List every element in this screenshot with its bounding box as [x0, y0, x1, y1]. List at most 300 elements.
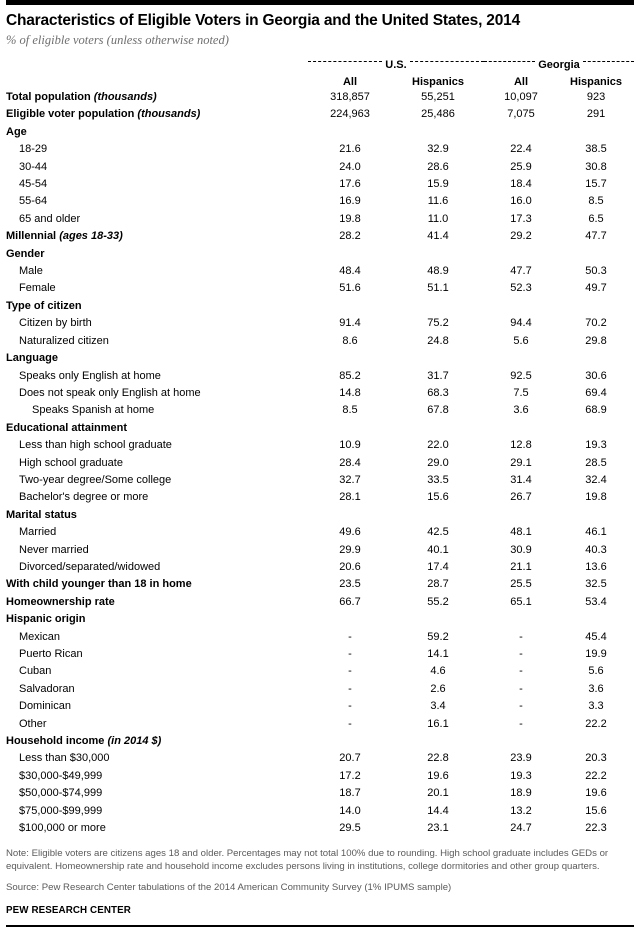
row-value: [558, 350, 634, 367]
row-value: [308, 420, 392, 437]
row-value: 29.5: [339, 822, 361, 835]
row-value: 28.2: [339, 230, 361, 243]
row-value: 30.8: [585, 160, 607, 173]
row-label: [6, 89, 308, 106]
table-row: [6, 402, 634, 419]
row-value: [484, 420, 558, 437]
row-value: [558, 124, 634, 141]
row-label: [6, 368, 308, 385]
row-value: 68.9: [585, 404, 607, 417]
table-row: [6, 524, 634, 541]
row-value: 11.6: [427, 195, 449, 208]
characteristics-table: [6, 56, 634, 837]
table-row: [6, 489, 634, 506]
row-label-text: 18-29: [19, 143, 48, 156]
row-label: [6, 733, 308, 750]
group-rule-right-ga: [583, 61, 634, 63]
column-header-us-hispanics: Hispanics: [412, 76, 464, 88]
row-label-text: Marital status: [6, 508, 77, 521]
column-header-row: [6, 72, 634, 89]
row-value: 92.5: [510, 369, 532, 382]
row-value: 29.8: [585, 334, 607, 347]
row-value: 16.9: [339, 195, 361, 208]
row-value: 16.0: [510, 195, 532, 208]
row-label: [6, 228, 308, 245]
row-value: 40.3: [585, 543, 607, 556]
table-row: [6, 333, 634, 350]
row-label-text: Female: [19, 282, 56, 295]
row-label-note: (in 2014 $): [107, 735, 162, 748]
row-label: [6, 159, 308, 176]
row-value: [308, 246, 392, 263]
row-label: [6, 455, 308, 472]
table-row: [6, 646, 634, 663]
row-value: [558, 507, 634, 524]
row-label-text: Other: [19, 717, 47, 730]
row-label-text: Speaks Spanish at home: [32, 404, 155, 417]
row-value: -: [348, 682, 352, 695]
row-value: 32.5: [585, 578, 607, 591]
row-label: [6, 124, 308, 141]
row-label: [6, 507, 308, 524]
table-row: [6, 785, 634, 802]
row-label: [6, 576, 308, 593]
table-row: [6, 228, 634, 245]
row-label: [6, 246, 308, 263]
row-label: [6, 681, 308, 698]
row-value: 10,097: [504, 91, 538, 103]
table-note: Note: Eligible voters are citizens ages 18 and older. Percentages may not total 100% due to rounding. High school graduate includes GEDs or equivalent. Homeownership rate and household income excludes persons living in institutions, college dormitories and other group quarters.: [6, 848, 609, 872]
bottom-rule: [6, 925, 634, 927]
group-rule-right-us: [410, 61, 484, 63]
row-value: 318,857: [330, 91, 370, 103]
row-label-text: $50,000-$74,999: [19, 787, 103, 800]
row-value: 52.3: [510, 282, 532, 295]
row-label-text: Bachelor's degree or more: [19, 491, 149, 504]
row-label-text: Dominican: [19, 700, 71, 713]
table-row: [6, 768, 634, 785]
row-value: 70.2: [585, 317, 607, 330]
row-value: 22.4: [510, 143, 532, 156]
row-value: -: [348, 700, 352, 713]
table-row: [6, 106, 634, 123]
row-value: [484, 611, 558, 628]
row-value: 28.4: [339, 456, 361, 469]
row-value: 17.2: [339, 769, 361, 782]
row-value: 15.9: [427, 178, 449, 191]
row-value: 23.9: [510, 752, 532, 765]
row-label: [6, 663, 308, 680]
table-row: [6, 141, 634, 158]
table-row: [6, 124, 634, 141]
row-label-text: 30-44: [19, 160, 48, 173]
row-value: 18.4: [510, 178, 532, 191]
table-row: [6, 263, 634, 280]
table-row: [6, 176, 634, 193]
table-row: [6, 698, 634, 715]
table-row: [6, 576, 634, 593]
brand-label: PEW RESEARCH CENTER: [6, 904, 131, 916]
row-label-text: Less than high school graduate: [19, 439, 172, 452]
row-value: 32.4: [585, 473, 607, 486]
row-value: 30.6: [585, 369, 607, 382]
row-label-note: (thousands): [137, 108, 201, 121]
row-value: [308, 733, 392, 750]
group-header-us: [308, 56, 484, 72]
page-title: Characteristics of Eligible Voters in Georgia and the United States, 2014: [6, 12, 520, 29]
table-row: [6, 385, 634, 402]
group-header-spacer: [6, 56, 308, 72]
table-row: [6, 455, 634, 472]
row-value: 49.6: [339, 526, 361, 539]
row-value: [484, 298, 558, 315]
row-value: 67.8: [427, 404, 449, 417]
table-row: [6, 559, 634, 576]
row-label: [6, 385, 308, 402]
row-value: [392, 124, 484, 141]
row-value: 17.4: [427, 560, 449, 573]
row-value: [308, 298, 392, 315]
row-value: 14.8: [339, 386, 361, 399]
table-row: [6, 368, 634, 385]
row-label: [6, 472, 308, 489]
row-label: [6, 315, 308, 332]
group-label-georgia: Georgia: [538, 59, 580, 71]
row-value: [558, 611, 634, 628]
table-row: [6, 350, 634, 367]
row-value: 3.3: [588, 700, 604, 713]
row-value: [392, 611, 484, 628]
row-value: 10.9: [339, 439, 361, 452]
row-label: [6, 402, 308, 419]
row-value: [484, 124, 558, 141]
page-subtitle: % of eligible voters (unless otherwise noted): [6, 33, 229, 47]
row-value: 22.2: [585, 717, 607, 730]
row-label-text: 45-54: [19, 178, 48, 191]
row-value: 20.7: [339, 752, 361, 765]
row-value: 15.6: [585, 804, 607, 817]
row-value: -: [519, 648, 523, 660]
row-label-text: Salvadoran: [19, 682, 75, 695]
table-row: [6, 193, 634, 210]
row-label-text: Total population: [6, 91, 94, 103]
row-value: [484, 733, 558, 750]
row-value: 14.0: [339, 804, 361, 817]
table-row: [6, 629, 634, 646]
row-label-note: (ages 18-33): [59, 230, 123, 243]
row-value: -: [519, 630, 523, 643]
row-label-text: 55-64: [19, 195, 48, 208]
row-value: 24.0: [339, 160, 361, 173]
table-row: [6, 594, 634, 611]
row-label-text: High school graduate: [19, 456, 123, 469]
row-value: 28.1: [339, 491, 361, 504]
row-value: 75.2: [427, 317, 449, 330]
table-row: [6, 716, 634, 733]
row-value: 5.6: [588, 665, 604, 678]
row-label: [6, 176, 308, 193]
row-label: [6, 768, 308, 785]
column-header-ga-all: All: [513, 76, 529, 88]
row-value: 69.4: [585, 386, 607, 399]
table-row: [6, 246, 634, 263]
row-label: [6, 489, 308, 506]
row-value: 19.6: [427, 769, 449, 782]
row-value: 18.9: [510, 787, 532, 800]
table-row: [6, 211, 634, 228]
row-value: 31.4: [510, 473, 532, 486]
row-value: 14.4: [427, 804, 449, 817]
row-value: 38.5: [585, 143, 607, 156]
row-value: 29.2: [510, 230, 532, 243]
row-value: 41.4: [427, 230, 449, 243]
row-value: [392, 733, 484, 750]
row-value: 51.1: [427, 282, 449, 295]
row-label-text: Household income: [6, 735, 108, 748]
row-value: 33.5: [427, 473, 449, 486]
row-value: 19.8: [339, 212, 361, 225]
row-value: 22.0: [427, 439, 449, 452]
row-value: 7.5: [513, 386, 529, 399]
row-label: [6, 193, 308, 210]
row-label: [6, 298, 308, 315]
row-value: [484, 246, 558, 263]
row-value: 94.4: [510, 317, 532, 330]
row-value: 28.6: [427, 160, 449, 173]
row-value: 50.3: [585, 265, 607, 278]
row-value: [558, 246, 634, 263]
row-value: [558, 420, 634, 437]
row-value: 17.6: [339, 178, 361, 191]
row-value: [392, 298, 484, 315]
row-value: 32.9: [427, 143, 449, 156]
row-value: 59.2: [427, 630, 449, 643]
row-label: [6, 646, 308, 663]
row-value: 19.9: [585, 648, 607, 660]
row-value: 29.9: [339, 543, 361, 556]
row-label: [6, 559, 308, 576]
row-value: 8.5: [588, 195, 604, 208]
table-row: [6, 507, 634, 524]
table-source: Source: Pew Research Center tabulations of the 2014 American Community Survey (1% IPUMS sample): [6, 882, 452, 894]
row-label: [6, 280, 308, 297]
row-label-text: Puerto Rican: [19, 648, 83, 660]
table-row: [6, 298, 634, 315]
row-value: 51.6: [339, 282, 361, 295]
table-row: [6, 820, 634, 837]
row-value: 49.7: [585, 282, 607, 295]
row-value: [484, 350, 558, 367]
row-value: 3.6: [513, 404, 529, 417]
row-label-text: Speaks only English at home: [19, 369, 161, 382]
row-label: [6, 106, 308, 123]
row-label-text: Cuban: [19, 665, 52, 678]
table-row: [6, 472, 634, 489]
row-label-text: Does not speak only English at home: [19, 386, 201, 399]
row-label: [6, 698, 308, 715]
table-head: [6, 56, 634, 89]
table-row: [6, 803, 634, 820]
row-value: 12.8: [510, 439, 532, 452]
row-label: [6, 716, 308, 733]
table-row: [6, 159, 634, 176]
row-value: 66.7: [339, 595, 361, 608]
row-value: 4.6: [430, 665, 446, 678]
row-label-note: (thousands): [93, 91, 157, 103]
row-label-text: Male: [19, 265, 43, 278]
top-rule: [6, 0, 634, 5]
table-row: [6, 280, 634, 297]
row-value: 23.5: [339, 578, 361, 591]
table-row: [6, 681, 634, 698]
row-value: 55.2: [427, 595, 449, 608]
row-label-text: 65 and older: [19, 212, 81, 225]
row-label-text: Language: [6, 352, 58, 365]
row-label-text: Hispanic origin: [6, 613, 86, 626]
table-row: [6, 733, 634, 750]
row-value: 42.5: [427, 526, 449, 539]
row-value: [484, 507, 558, 524]
row-value: 20.1: [427, 787, 449, 800]
row-label: [6, 820, 308, 837]
row-label-text: Divorced/separated/widowed: [19, 560, 161, 573]
row-value: 3.6: [588, 682, 604, 695]
row-value: 22.8: [427, 752, 449, 765]
row-label-text: Gender: [6, 247, 45, 260]
row-value: 48.1: [510, 526, 532, 539]
row-value: 18.7: [339, 787, 361, 800]
row-value: 13.2: [510, 804, 532, 817]
row-value: 19.6: [585, 787, 607, 800]
row-label: [6, 333, 308, 350]
row-label: [6, 524, 308, 541]
row-label-text: Never married: [19, 543, 89, 556]
row-label: [6, 437, 308, 454]
column-header-ga-hispanics: Hispanics: [570, 76, 622, 88]
row-value: -: [519, 665, 523, 678]
table-row: [6, 542, 634, 559]
group-header-georgia: [484, 56, 634, 72]
row-value: [558, 733, 634, 750]
row-value: -: [348, 665, 352, 678]
table-row: [6, 315, 634, 332]
row-value: 28.7: [427, 578, 449, 591]
row-value: 48.4: [339, 265, 361, 278]
row-value: 28.5: [585, 456, 607, 469]
row-value: 16.1: [427, 717, 449, 730]
row-value: 11.0: [427, 212, 449, 225]
row-label: [6, 629, 308, 646]
row-value: 8.6: [342, 334, 358, 347]
row-label: [6, 420, 308, 437]
row-value: 14.1: [427, 648, 449, 660]
row-value: 32.7: [339, 473, 361, 486]
row-label-text: $100,000 or more: [19, 822, 106, 835]
group-rule-left-us: [308, 61, 382, 63]
row-value: 24.8: [427, 334, 449, 347]
row-label-text: Homeownership rate: [6, 595, 115, 608]
row-value: 22.2: [585, 769, 607, 782]
column-header-us-all: All: [342, 76, 358, 88]
row-value: [392, 246, 484, 263]
row-value: 91.4: [339, 317, 361, 330]
row-value: 19.3: [585, 439, 607, 452]
row-value: 2.6: [430, 682, 446, 695]
group-header-row: [6, 56, 634, 72]
row-label-text: Married: [19, 526, 57, 539]
row-label: [6, 263, 308, 280]
row-value: 53.4: [585, 595, 607, 608]
row-value: -: [348, 630, 352, 643]
row-label-text: $30,000-$49,999: [19, 769, 103, 782]
row-value: 65.1: [510, 595, 532, 608]
row-value: [558, 298, 634, 315]
row-value: -: [519, 700, 523, 713]
row-value: 45.4: [585, 630, 607, 643]
row-label-text: Type of citizen: [6, 299, 82, 312]
row-value: 19.8: [585, 491, 607, 504]
row-value: 29.1: [510, 456, 532, 469]
row-value: [308, 350, 392, 367]
row-value: [392, 507, 484, 524]
row-value: [392, 350, 484, 367]
row-label-text: Less than $30,000: [19, 752, 110, 765]
table-body: [6, 89, 634, 837]
row-value: [308, 124, 392, 141]
row-label: [6, 611, 308, 628]
row-value: 31.7: [427, 369, 449, 382]
row-value: 25,486: [421, 108, 455, 121]
table-row: [6, 750, 634, 767]
row-label-text: Millennial: [6, 230, 60, 243]
row-value: 47.7: [585, 230, 607, 243]
row-value: 40.1: [427, 543, 449, 556]
row-value: 224,963: [330, 108, 370, 121]
row-value: 923: [586, 91, 606, 103]
table-row: [6, 663, 634, 680]
group-rule-left-ga: [484, 61, 535, 63]
row-label-text: Mexican: [19, 630, 60, 643]
row-value: 24.7: [510, 822, 532, 835]
row-value: 68.3: [427, 386, 449, 399]
row-value: 25.9: [510, 160, 532, 173]
row-label-text: Citizen by birth: [19, 317, 92, 330]
table-row: [6, 437, 634, 454]
row-value: 30.9: [510, 543, 532, 556]
row-value: -: [348, 717, 352, 730]
row-value: 13.6: [585, 560, 607, 573]
table-row: [6, 89, 634, 106]
row-value: 22.3: [585, 822, 607, 835]
row-value: 15.6: [427, 491, 449, 504]
row-value: 291: [586, 108, 606, 121]
row-label: [6, 211, 308, 228]
row-label: [6, 594, 308, 611]
row-value: 21.1: [510, 560, 532, 573]
row-value: 48.9: [427, 265, 449, 278]
group-label-us: U.S.: [385, 59, 407, 71]
row-value: 17.3: [510, 212, 532, 225]
row-value: -: [348, 648, 352, 660]
table-row: [6, 420, 634, 437]
row-value: 46.1: [585, 526, 607, 539]
row-value: -: [519, 717, 523, 730]
row-value: 7,075: [507, 108, 535, 121]
row-value: [308, 507, 392, 524]
row-label: [6, 750, 308, 767]
row-value: -: [519, 682, 523, 695]
row-value: 26.7: [510, 491, 532, 504]
